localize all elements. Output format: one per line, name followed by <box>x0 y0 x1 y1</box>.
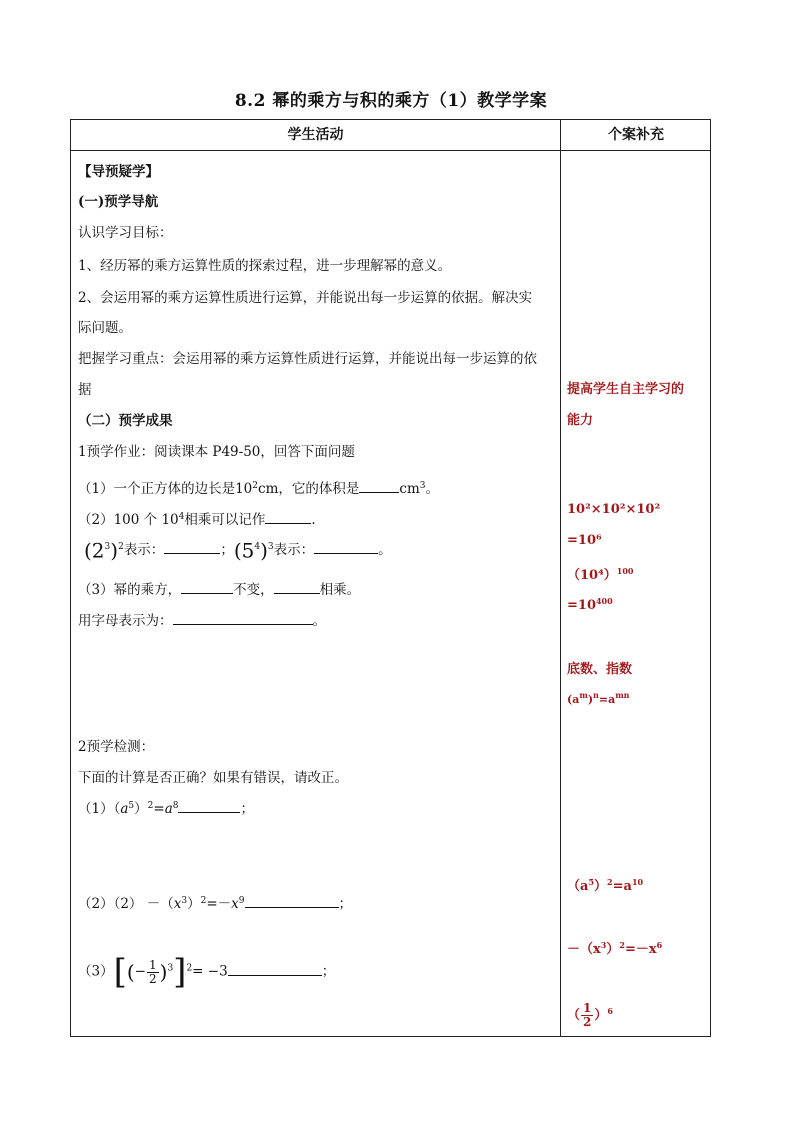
key-point-line-2: 据 <box>78 382 92 398</box>
subsection-preview-guide: (一)预学导航 <box>78 194 159 210</box>
goal-intro: 认识学习目标： <box>78 225 173 241</box>
answer-blank[interactable] <box>314 541 378 554</box>
check-question-2: $(2)(2) -(x^3)^2=-x^9$ ； <box>78 896 352 912</box>
answer-base-exponent: 底数、指数 <box>567 662 633 677</box>
check-heading: 2预学检测： <box>78 739 155 755</box>
header-divider <box>71 150 710 151</box>
answer-blank[interactable] <box>178 800 240 813</box>
check-question-1: $(1)(a^5)^2=a^8$ ； <box>78 801 254 817</box>
answer-cube-volume: 10²×10²×10² <box>567 502 661 517</box>
key-point-line-1: 把握学习重点：会运用幂的乘方运算性质进行运算，并能说出每一步运算的依 <box>78 351 537 367</box>
fraction-one-half: $\frac{1}{2}$ <box>583 1001 592 1029</box>
goal-2-line-2: 际问题。 <box>78 320 132 336</box>
answer-blank[interactable] <box>228 963 322 976</box>
answer-blank[interactable] <box>181 581 233 594</box>
answer-blank[interactable] <box>265 511 311 524</box>
question-1: （1）一个正方体的边长是$10^2cm$，它的体积是 $cm^3$。 <box>78 481 439 497</box>
answer-blank[interactable] <box>245 895 339 908</box>
correction-1: $(a^5)^2=a^{10}$ <box>567 877 644 894</box>
question-letters: 用字母表示为： 。 <box>78 613 326 629</box>
question-2: （2）100 个 $10^4$相乘可以记作 . <box>78 512 316 528</box>
goal-2-line-1: 2、会运用幂的乘方运算性质进行运算，并能说出每一步运算的依据。解决实 <box>78 290 533 306</box>
answer-blank[interactable] <box>173 612 313 625</box>
question-3: （3）幂的乘方， 不变， 相乘。 <box>78 582 361 598</box>
question-powers-meaning: $(2^3)^2$表示： ；$(5^4)^3$表示： 。 <box>84 538 392 563</box>
answer-blank[interactable] <box>359 480 399 493</box>
check-question-3: （3）[(− $\frac{1}{2}$ )$^3$]$^2$= −3 ； <box>78 952 336 992</box>
correction-2: $-(x^3)^2=-x^6$ <box>567 940 663 957</box>
answer-blank[interactable] <box>274 581 320 594</box>
homework-instruction: 1预学作业：阅读课本 P49-50，回答下面问题 <box>78 444 355 460</box>
header-student-activity: 学生活动 <box>287 127 344 143</box>
answer-formula: $(a^m)^n=a^{mn}$ <box>567 690 630 706</box>
answer-blank[interactable] <box>164 541 220 554</box>
header-case-supplement: 个案补充 <box>608 127 664 143</box>
section-heading: 【导预疑学】 <box>78 164 159 180</box>
column-divider <box>560 120 561 1036</box>
fraction-one-half: $\frac{1}{2}$ <box>148 957 157 986</box>
page-title: 8.2 幂的乘方与积的乘方（1）教学学案 <box>234 91 548 111</box>
note-line-1: 提高学生自主学习的 <box>567 382 685 397</box>
answer-power-result: $=10^{400}$ <box>567 596 613 613</box>
correction-3: （ $\frac{1}{2}$ ）$^6$ <box>567 1001 613 1029</box>
answer-cube-result: =10⁶ <box>567 533 602 548</box>
check-instruction: 下面的计算是否正确？如果有错误，请改正。 <box>78 770 348 786</box>
note-line-2: 能力 <box>567 413 594 428</box>
answer-power-notation: $(10^4)^{100}$ <box>567 566 634 583</box>
goal-1: 1、经历幂的乘方运算性质的探索过程，进一步理解幂的意义。 <box>78 258 452 274</box>
subsection-preview-results: （二）预学成果 <box>78 413 173 429</box>
